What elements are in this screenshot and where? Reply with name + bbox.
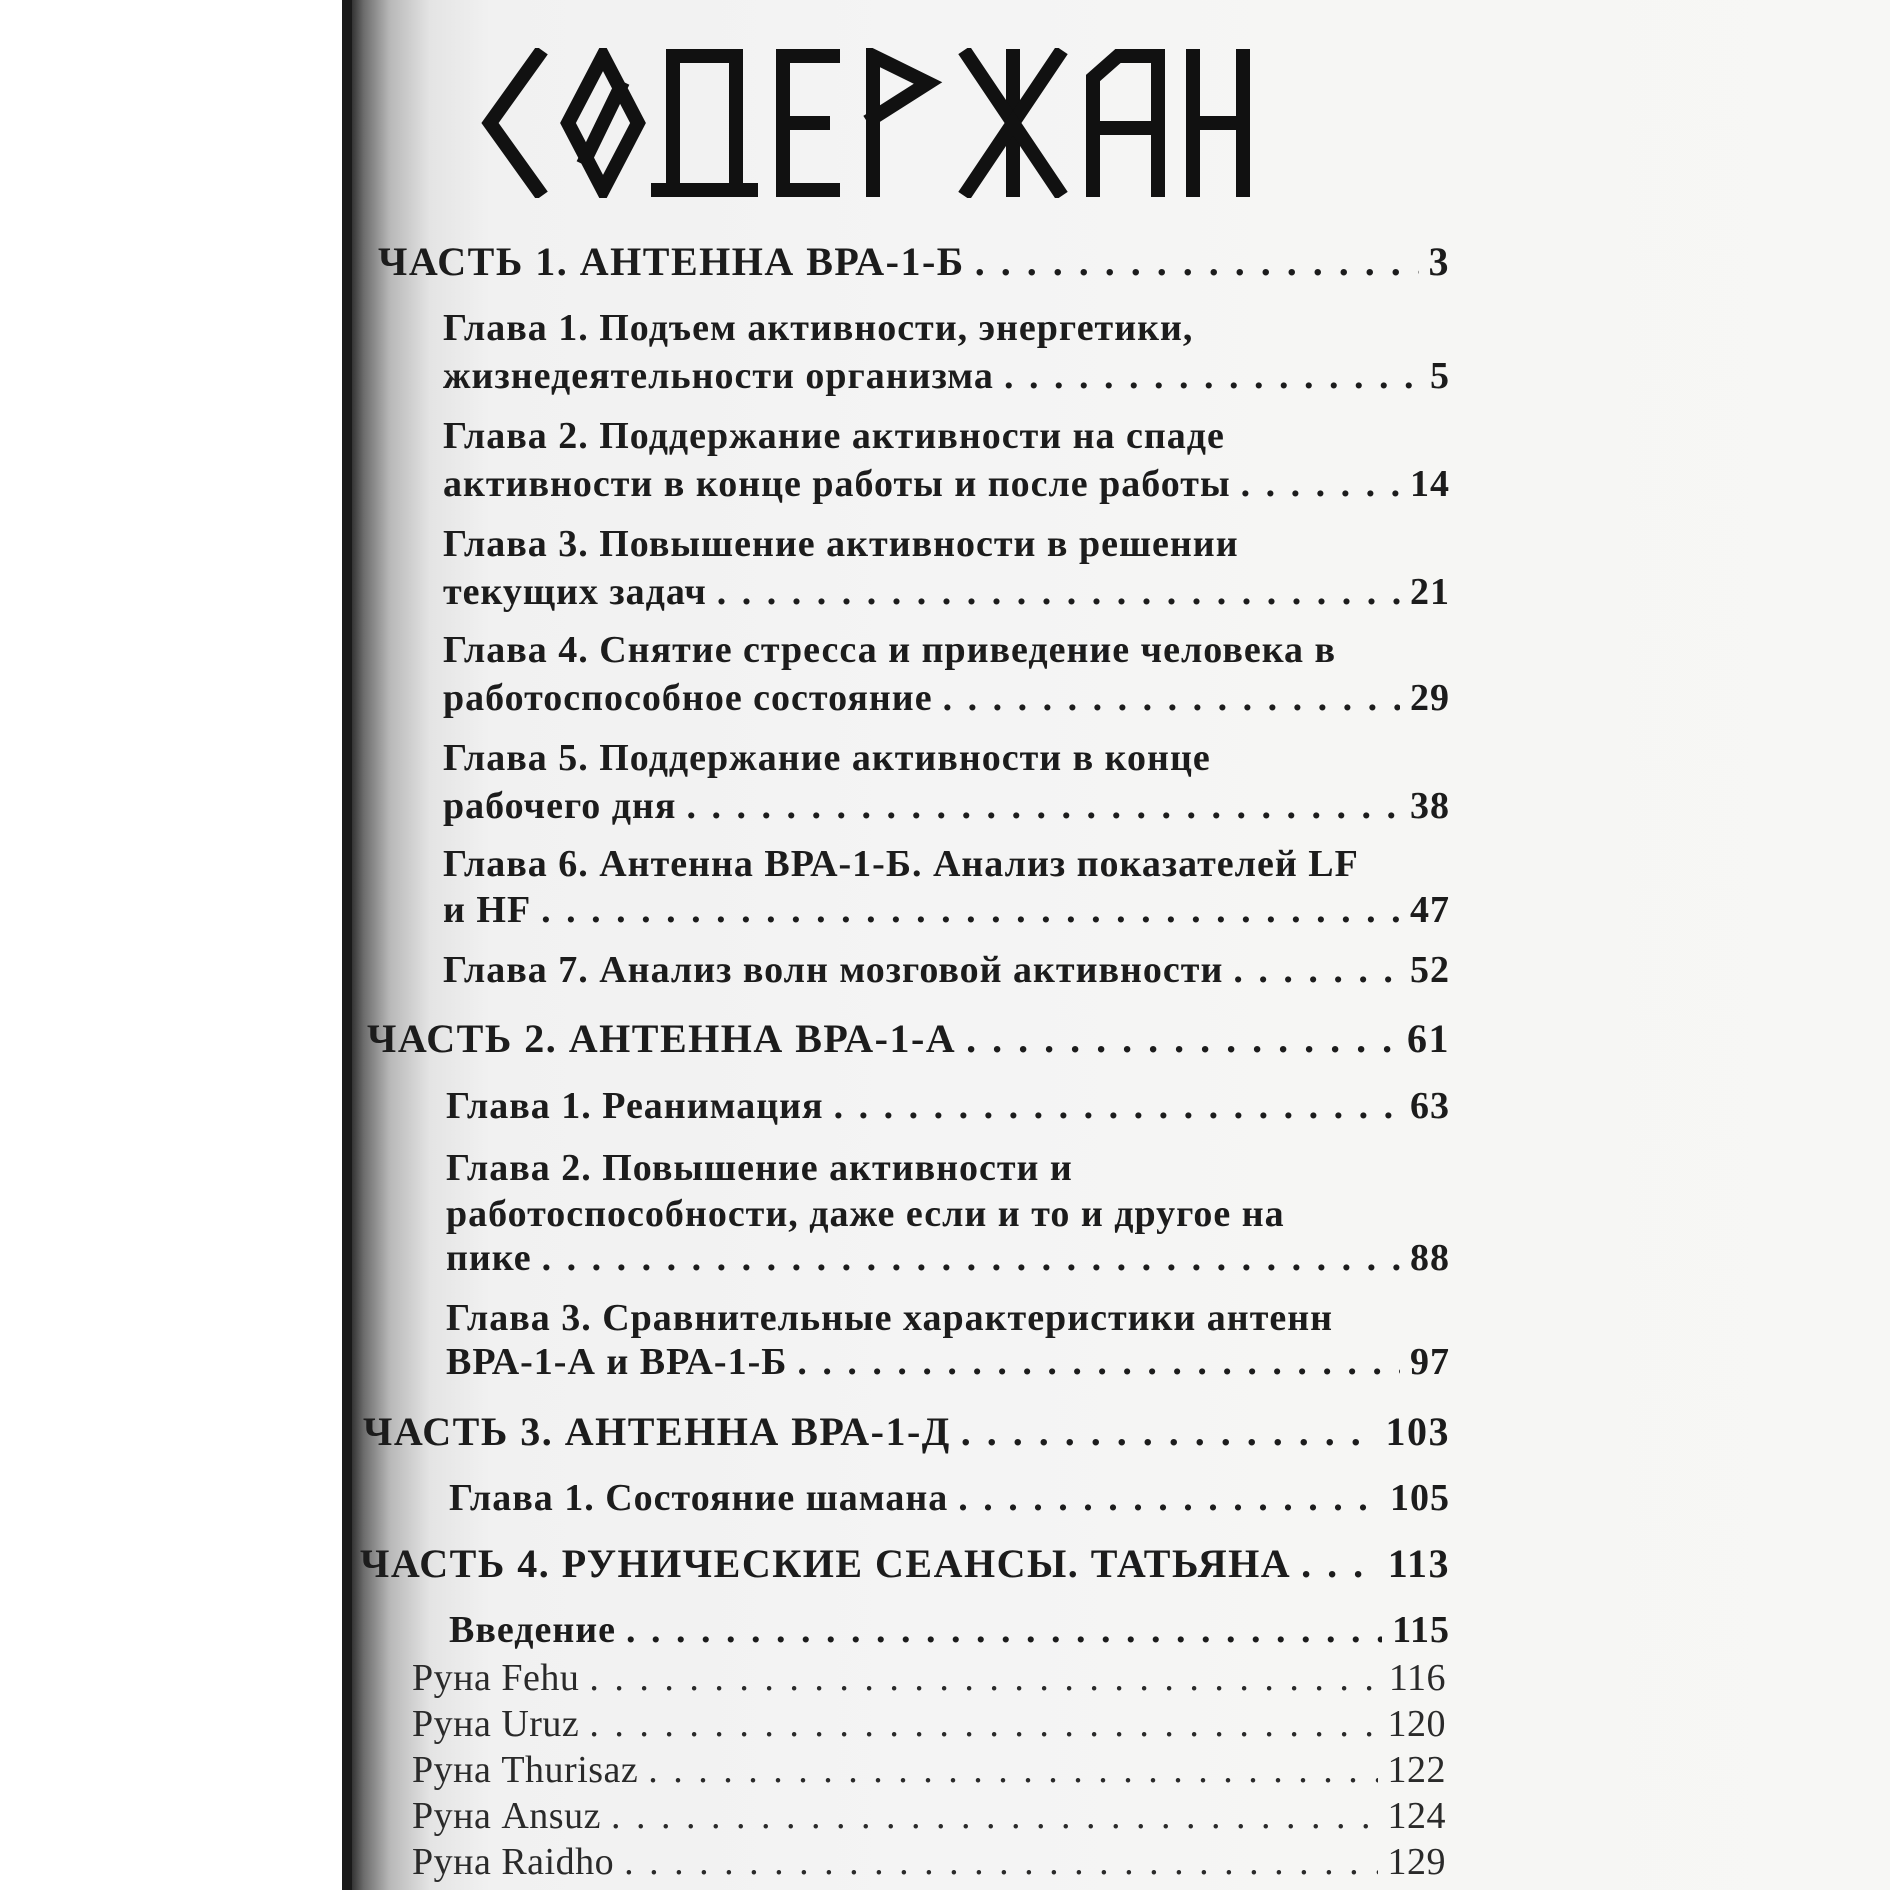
toc-page-number: 21 xyxy=(1410,571,1450,613)
toc-leader-dots xyxy=(717,570,1400,614)
toc-entry-label: Руна Raidho xyxy=(412,1841,615,1883)
toc-page-number: 63 xyxy=(1410,1085,1450,1127)
toc-chapter-2-2 xyxy=(446,1236,1450,1280)
toc-page-number: 3 xyxy=(1428,239,1450,284)
toc-chapter-1-5 xyxy=(443,784,1450,828)
toc-page-number: 14 xyxy=(1410,463,1450,505)
toc-introduction xyxy=(449,1608,1450,1652)
toc-entry-label: активности в конце работы и после работы xyxy=(443,463,1231,505)
toc-part-1 xyxy=(378,238,1450,285)
toc-leader-dots xyxy=(834,1084,1400,1128)
toc-entry-label: Руна Ansuz xyxy=(412,1795,601,1837)
toc-page-number: 115 xyxy=(1392,1609,1450,1651)
toc-entry-line: Глава 2. Поддержание активности на спаде xyxy=(443,415,1225,457)
toc-entry-label: ЧАСТЬ 4. РУНИЧЕСКИЕ СЕАНСЫ. ТАТЬЯНА xyxy=(360,1541,1292,1586)
toc-leader-dots xyxy=(1301,1540,1378,1587)
toc-part-4 xyxy=(360,1540,1450,1587)
toc-entry-line: Глава 3. Сравнительные характеристики антенн xyxy=(446,1297,1334,1339)
toc-entry-label: Руна Uruz xyxy=(412,1703,580,1745)
toc-chapter-1-2 xyxy=(443,462,1450,506)
toc-rune-thurisaz xyxy=(412,1748,1446,1792)
toc-chapter-3-1 xyxy=(449,1476,1450,1520)
toc-page-number: 52 xyxy=(1410,949,1450,991)
toc-leader-dots xyxy=(1004,354,1420,398)
toc-rune-uruz xyxy=(412,1702,1446,1746)
toc-leader-dots xyxy=(943,676,1400,720)
toc-leader-dots xyxy=(1241,462,1400,506)
toc-leader-dots xyxy=(626,1608,1382,1652)
toc-entry-label: пике xyxy=(446,1237,532,1279)
toc-entry-line: Глава 4. Снятие стресса и приведение человека в xyxy=(443,629,1337,671)
toc-entry-label: ЧАСТЬ 3. АНТЕННА ВРА-1-Д xyxy=(363,1409,951,1454)
toc-entry-line: Глава 5. Поддержание активности в конце xyxy=(443,737,1211,779)
toc-chapter-2-1 xyxy=(446,1084,1450,1128)
toc-leader-dots xyxy=(1233,948,1400,992)
toc-page-number: 124 xyxy=(1387,1795,1446,1837)
toc-page-number: 5 xyxy=(1430,355,1450,397)
toc-page-number: 38 xyxy=(1410,785,1450,827)
toc-entry-line: Глава 6. Антенна ВРА-1-Б. Анализ показателей LF xyxy=(443,843,1359,885)
toc-page-number: 113 xyxy=(1387,1541,1450,1586)
toc-page-number: 105 xyxy=(1390,1477,1450,1519)
toc-part-2 xyxy=(367,1015,1450,1062)
toc-chapter-1-3 xyxy=(443,570,1450,614)
toc-entry-label: жизнедеятельности организма xyxy=(443,355,994,397)
toc-page-number: 29 xyxy=(1410,677,1450,719)
toc-entry-line: Глава 1. Подъем активности, энергетики, xyxy=(443,307,1194,349)
toc-entry-label: ЧАСТЬ 1. АНТЕННА ВРА-1-Б xyxy=(378,239,965,284)
toc-entry-line: Глава 2. Повышение активности и xyxy=(446,1147,1073,1189)
toc-rune-raidho xyxy=(412,1840,1446,1884)
toc-page-number: 88 xyxy=(1410,1237,1450,1279)
toc-part-3 xyxy=(363,1408,1450,1455)
toc-entry-label: Глава 1. Реанимация xyxy=(446,1085,824,1127)
toc-page-number: 116 xyxy=(1388,1657,1446,1699)
toc-entry-line: работоспособности, даже если и то и другое на xyxy=(446,1193,1285,1235)
toc-page-number: 129 xyxy=(1387,1841,1446,1883)
toc-entry-label: Руна Fehu xyxy=(412,1657,580,1699)
toc-page-number: 61 xyxy=(1407,1016,1450,1061)
toc-entry-label: Глава 7. Анализ волн мозговой активности xyxy=(443,949,1224,991)
toc-entry-label: Введение xyxy=(449,1609,616,1651)
toc-leader-dots xyxy=(624,1840,1377,1884)
toc-leader-dots xyxy=(541,888,1400,932)
toc-leader-dots xyxy=(961,1408,1376,1455)
toc-entry-label: и HF xyxy=(443,889,532,931)
toc-chapter-1-4 xyxy=(443,676,1450,720)
toc-rune-fehu xyxy=(412,1656,1446,1700)
toc-leader-dots xyxy=(648,1748,1377,1792)
toc-leader-dots xyxy=(797,1340,1400,1384)
toc-chapter-1-6 xyxy=(443,888,1450,932)
toc-leader-dots xyxy=(966,1015,1397,1062)
toc-entry-label: работоспособное состояние xyxy=(443,677,933,719)
toc-chapter-1-1 xyxy=(443,354,1450,398)
toc-page-number: 122 xyxy=(1387,1749,1446,1791)
toc-leader-dots xyxy=(611,1794,1378,1838)
toc-leader-dots xyxy=(975,238,1419,285)
toc-chapter-2-3 xyxy=(446,1340,1450,1384)
toc-entry-label: текущих задач xyxy=(443,571,707,613)
toc-entry-label: ВРА-1-А и ВРА-1-Б xyxy=(446,1341,788,1383)
toc-chapter-1-7 xyxy=(443,948,1450,992)
toc-page-number: 103 xyxy=(1385,1409,1450,1454)
toc-entry-label: Глава 1. Состояние шамана xyxy=(449,1477,949,1519)
toc-leader-dots xyxy=(958,1476,1380,1520)
toc-leader-dots xyxy=(589,1702,1377,1746)
toc-entry-line: Глава 3. Повышение активности в решении xyxy=(443,523,1239,565)
toc-leader-dots xyxy=(686,784,1400,828)
toc-entry-label: ЧАСТЬ 2. АНТЕННА ВРА-1-А xyxy=(367,1016,957,1061)
toc-leader-dots xyxy=(589,1656,1379,1700)
toc-page-number: 47 xyxy=(1410,889,1450,931)
toc-entry-label: рабочего дня xyxy=(443,785,677,827)
toc-page-number: 97 xyxy=(1410,1341,1450,1383)
toc-entry-label: Руна Thurisaz xyxy=(412,1749,639,1791)
toc-leader-dots xyxy=(542,1236,1400,1280)
toc-page-number: 120 xyxy=(1387,1703,1446,1745)
toc-rune-ansuz xyxy=(412,1794,1446,1838)
